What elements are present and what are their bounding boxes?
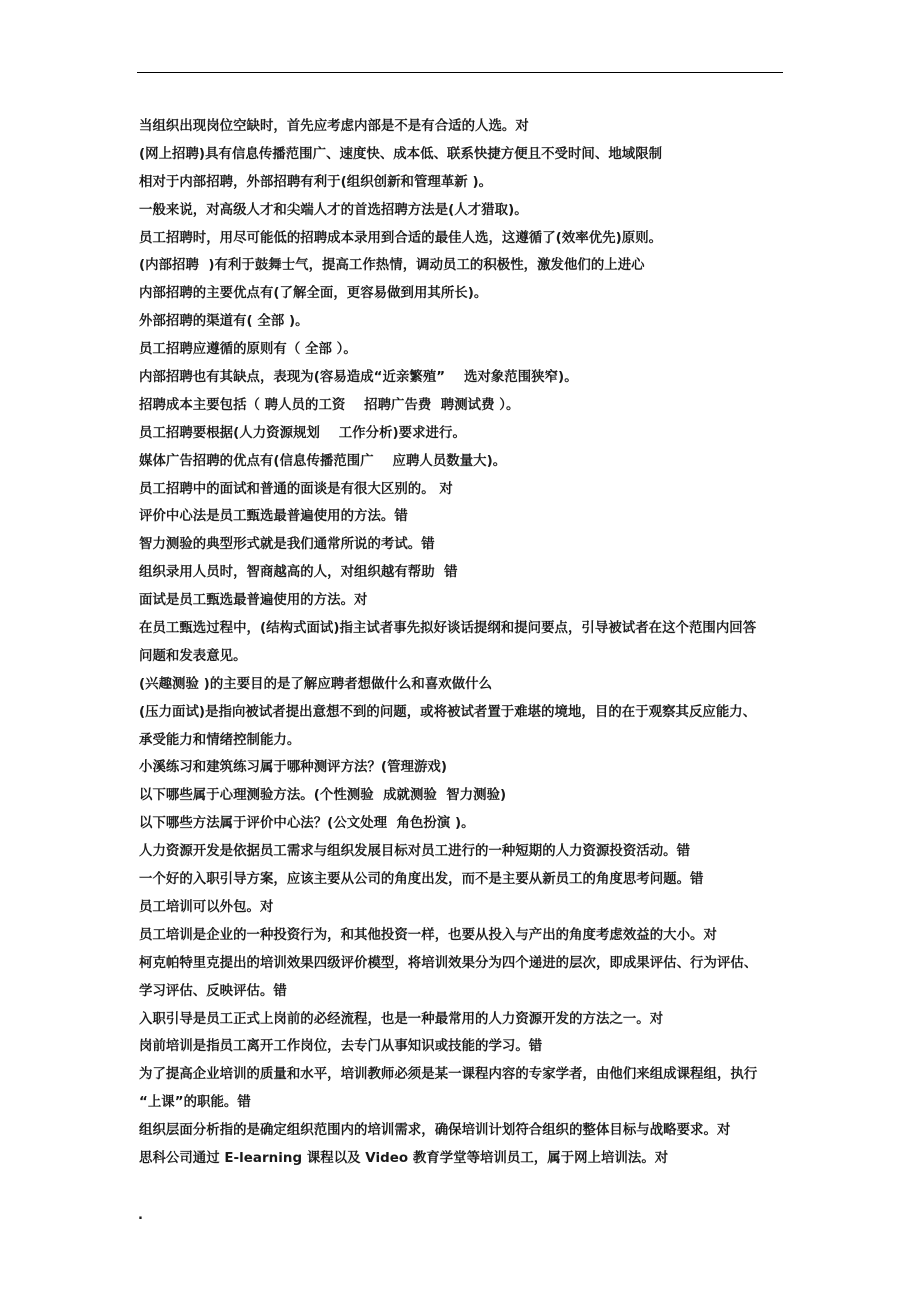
- text-line: 相对于内部招聘，外部招聘有利于(组织创新和管理革新 )。: [139, 174, 493, 190]
- text-line: 岗前培训是指员工离开工作岗位，去专门从事知识或技能的学习。错: [139, 1039, 543, 1055]
- text-line: 员工招聘中的面试和普通的面谈是有很大区别的。 对: [139, 481, 453, 497]
- text-line: (压力面试)是指向被试者提出意想不到的问题，或将被试者置于难堪的境地，目的在于观察其反应能力、: [139, 704, 757, 720]
- text-line: 在员工甄选过程中，(结构式面试)指主试者事先拟好谈话提纲和提问要点，引导被试者在这个范围内回答: [139, 621, 757, 637]
- text-line: 柯克帕特里克提出的培训效果四级评价模型，将培训效果分为四个递进的层次，即成果评估、行为评估、: [139, 955, 758, 971]
- text-line: 以下哪些属于心理测验方法。(个性测验 成就测验 智力测验): [139, 788, 507, 804]
- text-line: 承受能力和情绪控制能力。: [139, 732, 301, 748]
- text-line: 组织录用人员时，智商越高的人，对组织越有帮助 错: [139, 565, 458, 581]
- text-line: (网上招聘)具有信息传播范围广、速度快、成本低、联系快捷方便且不受时间、地域限制: [139, 146, 663, 162]
- text-line: “上课”的职能。错: [139, 1095, 251, 1111]
- text-line: (兴趣测验 )的主要目的是了解应聘者想做什么和喜欢做什么: [139, 676, 493, 692]
- header-rule: [137, 72, 783, 73]
- text-line: 员工招聘应遵循的原则有（ 全部 ）。: [139, 342, 357, 358]
- footer-mark: .: [138, 1208, 143, 1223]
- text-line: 员工招聘要根据(人力资源规划 工作分析)要求进行。: [139, 425, 466, 441]
- text-line: 内部招聘也有其缺点，表现为(容易造成“近亲繁殖” 选对象范围狭窄)。: [139, 370, 578, 386]
- text-line: 内部招聘的主要优点有(了解全面，更容易做到用其所长)。: [139, 286, 488, 302]
- text-line: 学习评估、反映评估。错: [139, 983, 287, 999]
- text-line: 外部招聘的渠道有( 全部 )。: [139, 314, 309, 330]
- text-line: 一个好的入职引导方案，应该主要从公司的角度出发，而不是主要从新员工的角度思考问题。错: [139, 872, 704, 888]
- text-line: 招聘成本主要包括（ 聘人员的工资 招聘广告费 聘测试费 ）。: [139, 397, 520, 413]
- text-line: 员工培训是企业的一种投资行为，和其他投资一样，也要从投入与产出的角度考虑效益的大小。对: [139, 927, 717, 943]
- text-line: 入职引导是员工正式上岗前的必经流程，也是一种最常用的人力资源开发的方法之一。对: [139, 1011, 664, 1027]
- text-line: 为了提高企业培训的质量和水平，培训教师必须是某一课程内容的专家学者，由他们来组成课程组，执行: [139, 1067, 758, 1083]
- text-line: 以下哪些方法属于评价中心法？(公文处理 角色扮演 )。: [139, 816, 475, 832]
- text-line: 当组织出现岗位空缺时，首先应考虑内部是不是有合适的人选。对: [139, 119, 529, 134]
- text-line: 面试是员工甄选最普遍使用的方法。对: [139, 593, 368, 609]
- text-line: 智力测验的典型形式就是我们通常所说的考试。错: [139, 537, 435, 553]
- text-line: 问题和发表意见。: [139, 648, 247, 664]
- text-line: 一般来说，对高级人才和尖端人才的首选招聘方法是(人才猎取)。: [139, 202, 528, 218]
- text-line: 媒体广告招聘的优点有(信息传播范围广 应聘人员数量大)。: [139, 453, 507, 469]
- text-line: 人力资源开发是依据员工需求与组织发展目标对员工进行的一种短期的人力资源投资活动。错: [139, 844, 691, 860]
- text-line: 小溪练习和建筑练习属于哪种测评方法？(管理游戏): [139, 760, 448, 776]
- text-line: 思科公司通过 E-learning 课程以及 Video 教育学堂等培训员工，属于网上培训法。对: [139, 1150, 669, 1166]
- text-line: 组织层面分析指的是确定组织范围内的培训需求，确保培训计划符合组织的整体目标与战略要求。对: [139, 1123, 731, 1139]
- text-line: 员工培训可以外包。对: [139, 899, 274, 915]
- text-line: 评价中心法是员工甄选最普遍使用的方法。错: [139, 509, 408, 525]
- text-line: 员工招聘时，用尽可能低的招聘成本录用到合适的最佳人选，这遵循了(效率优先)原则。: [139, 230, 663, 246]
- text-line: (内部招聘 )有利于鼓舞士气，提高工作热情，调动员工的积极性，激发他们的上进心: [139, 258, 645, 274]
- document-body: [139, 113, 799, 1173]
